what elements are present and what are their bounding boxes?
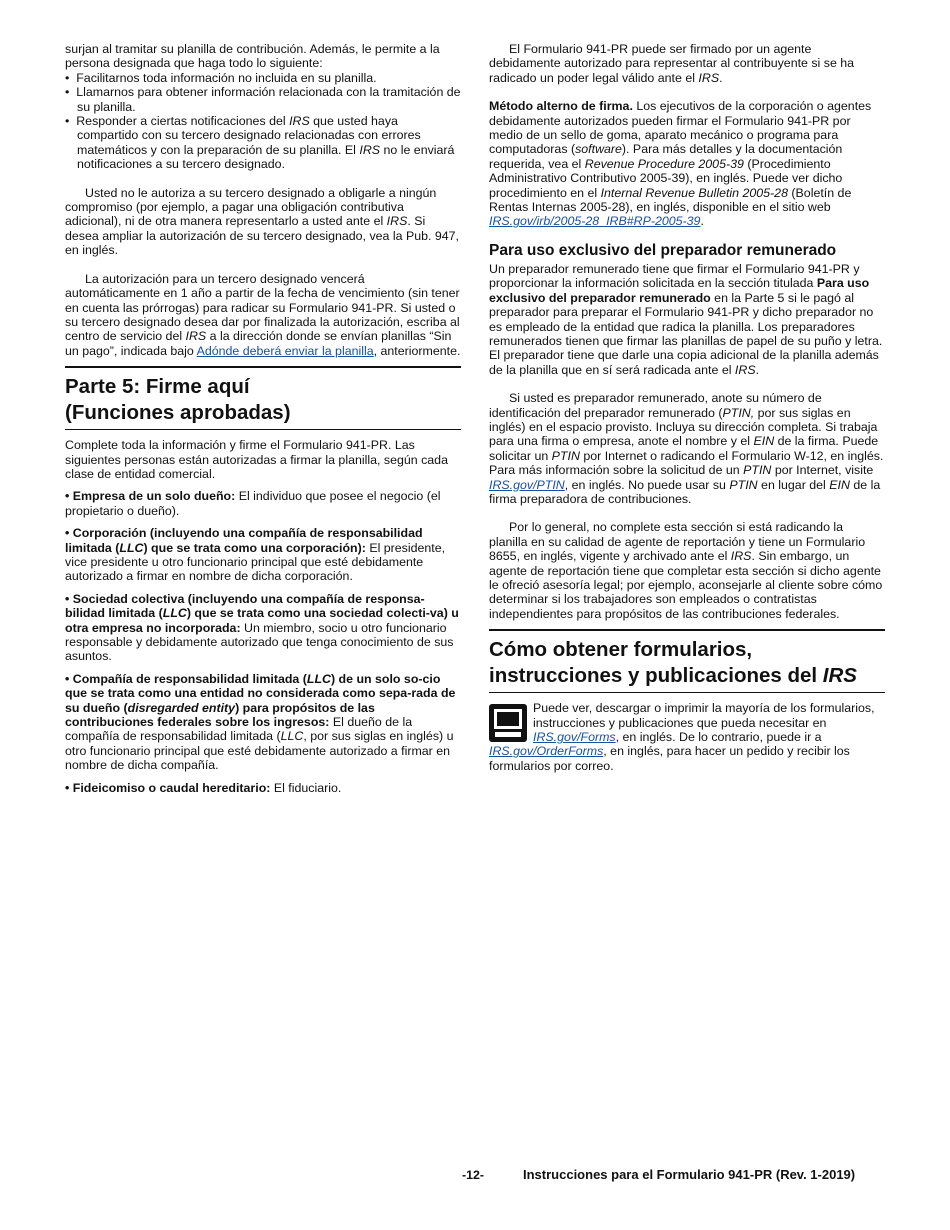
- order-forms-link[interactable]: IRS.gov/OrderForms: [489, 744, 604, 759]
- irs-forms-link[interactable]: IRS.gov/Forms: [533, 730, 616, 745]
- paragraph: Si usted es preparador remunerado, anote su número de identificación del preparador remunerado (PTIN, por sus siglas en inglés) en el espacio provisto. Incluya su dirección completa. Si trabaja para una firma o empresa, anote el nombre y el EIN de la firma. Puede solicitar un PTIN por Internet o radicando el Formulario W-12, en inglés. Para más información sobre la solicitud de un PTIN por Internet, visite IRS.gov/PTIN, en inglés. No puede usar su PTIN en lugar del EIN de la firma preparadora de contribuciones.: [489, 391, 884, 506]
- bullet-item: • Facilitarnos toda información no incluida en su planilla.: [65, 70, 377, 85]
- bullet-item: • Llamarnos para obtener información relacionada con la tramitación de su planilla.: [65, 85, 461, 114]
- where-to-file-link[interactable]: Adónde deberá enviar la planilla: [196, 343, 374, 358]
- paragraph: Por lo general, no complete esta sección si está radicando la planilla en su calidad de agente de reportación y tiene un Formulario 8655, en inglés, vigente y archivado ante el IRS. Sin embargo, un agente de reportación tiene que completar esta sección si dicho agente le ofreció asesoría legal; por ejemplo, aconsejarle al cliente sobre cómo determinar si los trabajadores son empleados o contratistas independientes para propósitos de las contribuciones federales.: [489, 520, 883, 621]
- signer-corporation: • Corporación (incluyendo una compañía de responsabilidad limitada (LLC) que se trata como una corporación): El presidente, vice presidente u otro funcionario principal que esté debidamente autorizado a firmar en nombre de dicha corporación.: [65, 526, 446, 584]
- paragraph: Usted no le autoriza a su tercero designado a obligarle a ningún compromiso (por ejemplo, a pagar una obligación contributiva adicional), ni de otra manera representarlo a usted ante el IRS. Si desea ampliar la autorización de su tercero designado, vea la Pub. 947, en inglés.: [65, 185, 459, 258]
- right-column: [489, 42, 885, 773]
- irb-link[interactable]: IRS.gov/irb/2005-28_IRB#RP-2005-39: [489, 214, 701, 229]
- paragraph: surjan al tramitar su planilla de contribución. Además, le permite a la persona designada que haga todo lo siguiente:: [65, 42, 440, 71]
- paid-preparer-heading: Para uso exclusivo del preparador remunerado: [489, 241, 837, 259]
- bullet-item: • Responder a ciertas notificaciones del IRS que usted haya compartido con su tercero designado relacionadas con errores matemáticos y con la preparación de su planilla. El IRS no le enviará notificaciones a su tercero designado.: [65, 114, 455, 172]
- document-title: Instrucciones para el Formulario 941-PR (Rev. 1-2019): [523, 1167, 856, 1182]
- signer-partnership: • Sociedad colectiva (incluyendo una compañía de responsa-bilidad limitada (LLC) que se trata como una sociedad colecti-va) u otra empresa no incorporada: Un miembro, socio u otro funcionario responsable y debidamente autorizado que tenga conocimiento de sus asuntos.: [65, 591, 459, 664]
- left-column: [65, 42, 461, 795]
- computer-icon: [489, 704, 527, 742]
- paragraph: El Formulario 941-PR puede ser firmado por un agente debidamente autorizado para representar al contribuyente si se ha radicado un poder legal válido ante el IRS.: [489, 42, 855, 85]
- signer-single-member-llc: • Compañía de responsabilidad limitada (LLC) de un solo so-cio que se trata como una entidad no considerada como sepa-rada de su dueño (disregarded entity) para propósitos de las contribuciones federales sobre los ingresos: El dueño de la compañía de responsabilidad limitada (LLC, por sus siglas en inglés) u otro funcionario principal que esté debidamente autorizado a firmar en nombre de dicha compañía.: [65, 671, 456, 773]
- paragraph: Un preparador remunerado tiene que firmar el Formulario 941-PR y proporcionar la información solicitada en la sección titulada Para uso exclusivo del preparador remunerado en la Parte 5 si le pagó al preparador para preparar el Formulario 941-PR y dicho preparador no es empleado de la entidad que radica la planilla. Los preparadores remunerados tienen que firmar las planillas de papel de su puño y letra. El preparador tiene que darle una copia adicional de la planilla además de la planilla que en sí será radicada ante el IRS.: [489, 261, 883, 377]
- part5-intro: Complete toda la información y firme el Formulario 941-PR. Las siguientes personas están autorizadas a firmar la planilla, según cada clase de entidad comercial.: [65, 438, 448, 481]
- alternative-signature-method: Método alterno de firma. Los ejecutivos de la corporación o agentes debidamente autorizados pueden firmar el Formulario 941-PR por medio de un sello de goma, aparato mecánico o programa para computadoras (software). Para más detalles y la documentación requerida, vea el Revenue Procedure 2005-39 (Procedimiento Administrativo Contributivo 2005-39), en inglés. Puede ver dicho procedimiento en el Internal Revenue Bulletin 2005-28 (Boletín de Rentas Internas 2005-28), en inglés, disponible en el sitio web IRS.gov/irb/2005-28_IRB#RP-2005-39.: [489, 99, 872, 229]
- forms-heading: Cómo obtener formularios, instrucciones y publicaciones del IRS: [489, 629, 885, 693]
- signer-sole-proprietorship: • Empresa de un solo dueño: El individuo que posee el negocio (el propietario o dueño).: [65, 489, 441, 518]
- paragraph: La autorización para un tercero designado vencerá automáticamente en 1 año a partir de la fecha de vencimiento (sin tener en cuenta las prórrogas) para radicar su Formulario 941-PR. Si usted o su tercero designado desea dar por finalizada la autorización, escriba al centro de servicio del IRS a la dirección donde se envían planillas “Sin un pago”, indicada bajo Adónde deberá enviar la planilla, anteriormente.: [65, 271, 461, 358]
- ptin-link[interactable]: IRS.gov/PTIN: [489, 477, 565, 492]
- page-number: -12-: [462, 1168, 485, 1182]
- part5-heading: Parte 5: Firme aquí (Funciones aprobadas): [65, 366, 461, 430]
- signer-trust-estate: • Fideicomiso o caudal hereditario: El fiduciario.: [65, 780, 342, 795]
- forms-paragraph: Puede ver, descargar o imprimir la mayoría de los formularios, instrucciones y publicaciones que pueda necesitar en IRS.gov/Forms, en inglés. De lo contrario, puede ir a IRS.gov/OrderForms, en inglés, para hacer un pedido y recibir los formularios por correo.: [489, 701, 875, 773]
